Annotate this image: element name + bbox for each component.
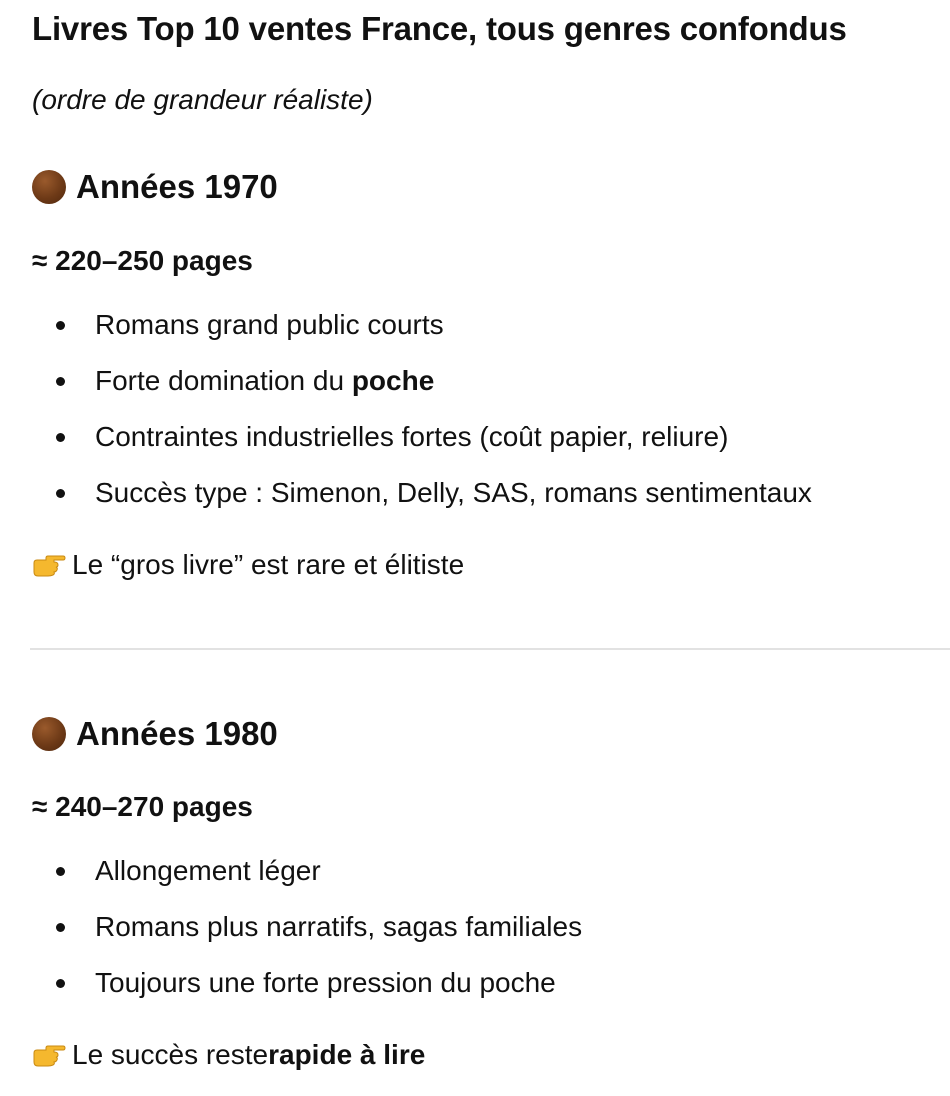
section-divider	[30, 648, 950, 650]
section-note-1980	[32, 1037, 425, 1073]
section-heading-1980	[32, 713, 278, 755]
bullet-icon	[56, 867, 65, 876]
bullet-icon	[56, 321, 65, 330]
pointing-hand-icon	[32, 1043, 66, 1067]
list-item	[32, 363, 812, 419]
list-item-text: Romans grand public courts	[95, 309, 444, 340]
list-item	[32, 307, 812, 363]
bullet-icon	[56, 433, 65, 442]
section-pages-1980: ≈ 240–270 pages	[32, 791, 253, 822]
bullet-icon	[56, 377, 65, 386]
note-text: Le “gros livre” est rare et élitiste	[72, 549, 465, 580]
list-item	[32, 419, 812, 475]
section-heading-label: Années 1980	[76, 715, 278, 752]
list-item-text: Succès type : Simenon, Delly, SAS, romans sentimentaux	[95, 477, 812, 508]
list-item	[32, 853, 582, 909]
brown-circle-icon	[32, 717, 66, 751]
list-item-emphasis: poche	[351, 365, 435, 396]
page-title: Livres Top 10 ventes France, tous genres confondus	[32, 10, 847, 47]
list-item-text: Forte domination du	[95, 365, 352, 396]
section-note-1970	[32, 547, 464, 583]
list-item-text: Romans plus narratifs, sagas familiales	[95, 911, 583, 942]
list-item	[32, 965, 582, 1021]
bullet-list-1970	[32, 307, 812, 531]
bullet-list-1980	[32, 853, 582, 1021]
pointing-hand-icon	[32, 553, 66, 577]
brown-circle-icon	[32, 170, 66, 204]
bullet-icon	[56, 923, 65, 932]
page-subtitle: (ordre de grandeur réaliste)	[32, 84, 373, 115]
list-item-text: Allongement léger	[95, 855, 321, 886]
list-item-text: Contraintes industrielles fortes (coût papier, reliure)	[95, 421, 729, 452]
list-item	[32, 909, 582, 965]
bullet-icon	[56, 489, 65, 498]
section-pages-1970: ≈ 220–250 pages	[32, 245, 253, 276]
note-text: Le succès reste	[72, 1039, 269, 1070]
section-heading-1970	[32, 166, 278, 208]
note-emphasis: rapide à lire	[268, 1039, 426, 1070]
list-item	[32, 475, 812, 531]
list-item-text: Toujours une forte pression du poche	[95, 967, 556, 998]
bullet-icon	[56, 979, 65, 988]
section-heading-label: Années 1970	[76, 168, 278, 205]
